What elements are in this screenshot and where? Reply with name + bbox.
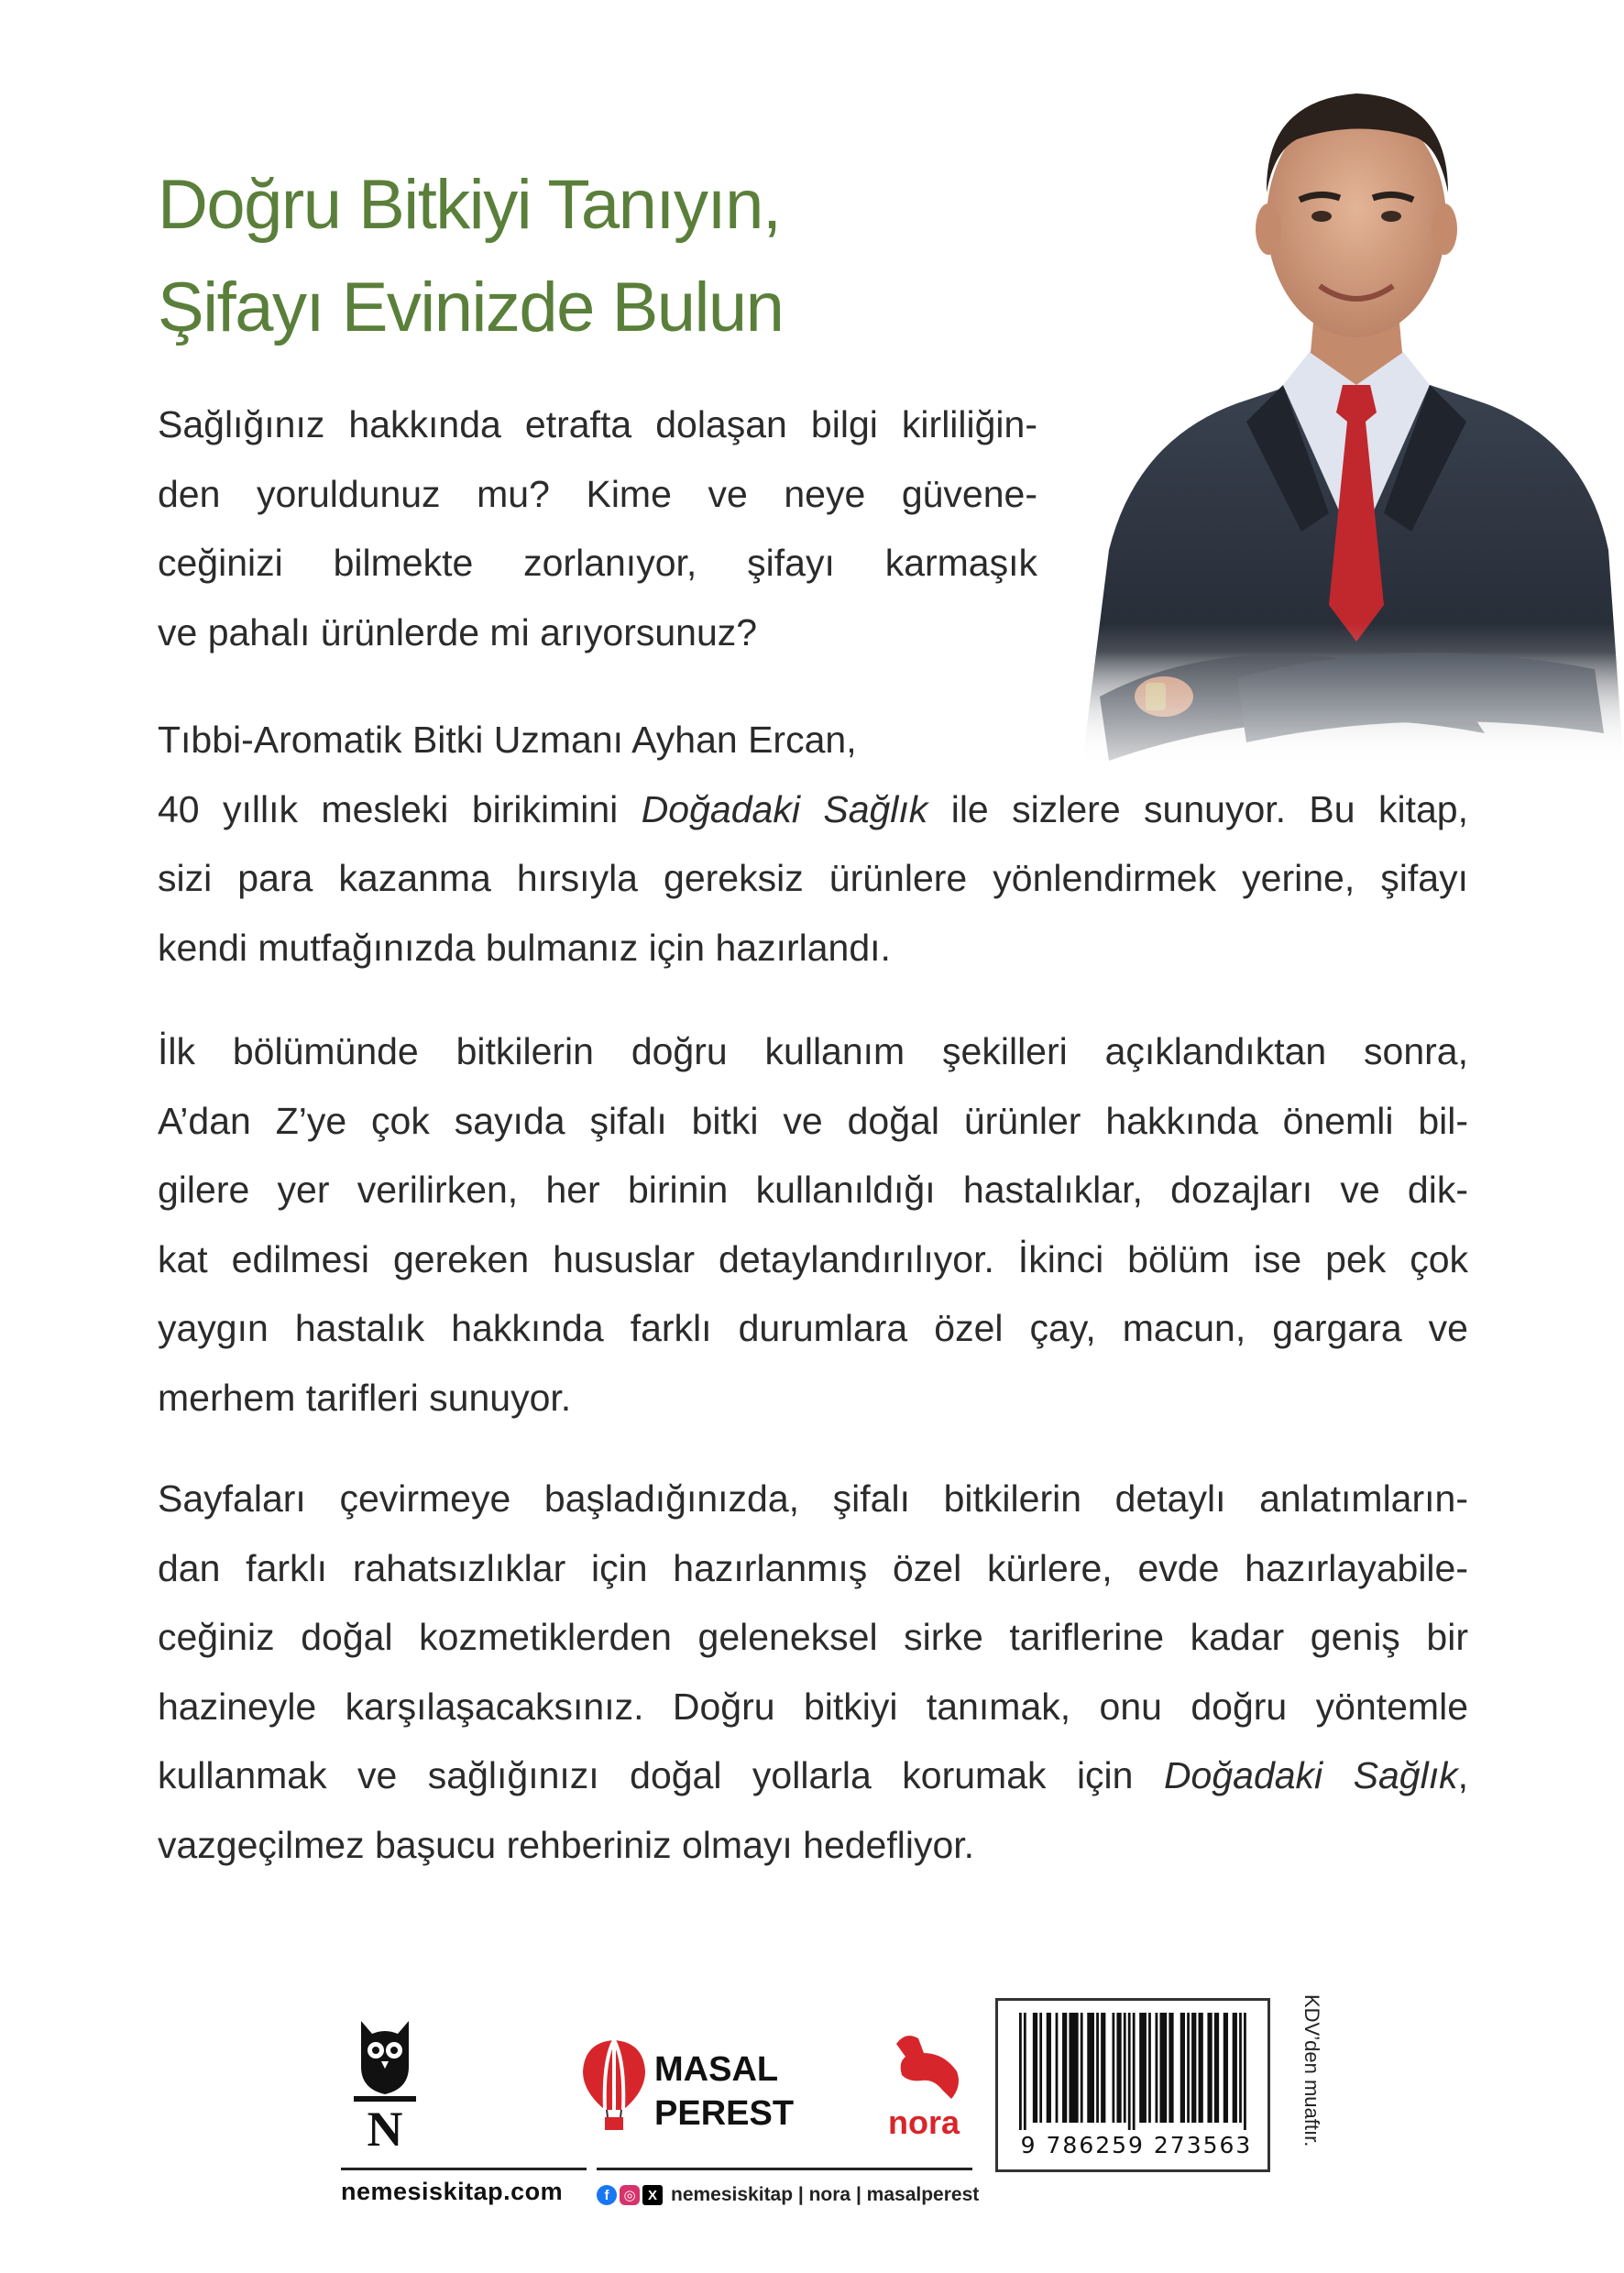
back-cover-headline [158, 154, 982, 359]
headline-line-2: Şifayı Evinizde Bulun [158, 269, 784, 346]
barcode-bar [1033, 2013, 1036, 2123]
text-line [158, 775, 1468, 845]
book-title-italic: Doğadaki Sağlık [641, 787, 928, 830]
text-line: dan farklı rahatsızlıklar için hazırlanmış özel kürlere, evde hazırlayabile- [158, 1546, 1468, 1589]
barcode-bar [1142, 2013, 1145, 2123]
barcode-bar [1096, 2013, 1099, 2123]
text-line: Sayfaları çevirmeye başladığınızda, şifalı bitkilerin detaylı anlatımların- [158, 1477, 1468, 1520]
barcode-bar [1234, 2013, 1237, 2123]
text-line: den yoruldunuz mu? Kime ve neye güvene- [158, 472, 1037, 515]
barcode-bar [1103, 2013, 1106, 2123]
social-handles: nemesiskitap | nora | masalperest [671, 2184, 980, 2205]
social-links [597, 2181, 979, 2209]
text-line: ceğinizi bilmekte zorlanıyor, şifayı karmaşık [158, 542, 1037, 584]
text-line: ceğiniz doğal kozmetiklerden geleneksel sirke tariflerine kadar geniş bir [158, 1616, 1468, 1658]
publisher-website[interactable]: nemesiskitap.com [341, 2178, 564, 2205]
footer-divider-right [597, 2168, 972, 2170]
barcode-bar [1171, 2013, 1174, 2123]
barcode-bar [1081, 2013, 1083, 2123]
barcode-bar [1164, 2013, 1167, 2123]
masalperest-logo [577, 2033, 795, 2143]
x-icon[interactable]: X [642, 2185, 663, 2205]
barcode-bar [1090, 2013, 1092, 2123]
intro-paragraph [158, 390, 1037, 667]
text-segment: kullanmak ve sağlığınızı doğal yollarla korumak için [158, 1754, 1164, 1796]
barcode-bar [1071, 2013, 1074, 2123]
barcode-bar [1187, 2013, 1190, 2123]
greyhound-icon [896, 2036, 959, 2099]
text-line: vazgeçilmez başucu rehberiniz olmayı hedefliyor. [158, 1823, 975, 1866]
barcode-bar [1087, 2013, 1090, 2123]
barcode-bar [1233, 2013, 1235, 2123]
barcode-bar [1128, 2013, 1131, 2130]
barcode-bar [1056, 2013, 1059, 2123]
barcode-bar [1048, 2013, 1051, 2123]
barcode-bar [1069, 2013, 1071, 2123]
nemesis-owl-logo [348, 2012, 422, 2157]
nora-text: nora [887, 2103, 960, 2141]
barcode-bar [1199, 2013, 1202, 2123]
barcode-bar [1092, 2013, 1094, 2123]
barcode-bar [1047, 2013, 1049, 2123]
barcode-bar [1169, 2013, 1171, 2123]
barcode-bar [1156, 2013, 1158, 2123]
masalperest-text-2: PEREST [654, 2094, 795, 2133]
barcode-bar [1159, 2013, 1162, 2123]
barcode-bar [1210, 2013, 1213, 2123]
barcode-bar [1239, 2013, 1242, 2123]
barcode-bar [1162, 2013, 1165, 2123]
footer-divider-left [341, 2168, 587, 2170]
text-line: Sağlığınız hakkında etrafta dolaşan bilgi kirliliğin- [158, 403, 1037, 445]
barcode-bar [1073, 2013, 1076, 2123]
closing-paragraph [158, 1465, 1468, 1880]
barcode-bar [1223, 2013, 1226, 2123]
text-line: Tıbbi-Aromatik Bitki Uzmanı Ayhan Ercan, [158, 719, 857, 761]
text-segment: 40 yıllık mesleki birikimini [158, 787, 642, 830]
barcode-bar [1201, 2013, 1203, 2123]
headline-line-1: Doğru Bitkiyi Tanıyın, [158, 166, 781, 244]
barcode-bar [1076, 2013, 1079, 2123]
barcode-bar [1101, 2013, 1103, 2123]
author-paragraph [158, 706, 1468, 983]
barcode-bar [1112, 2013, 1114, 2123]
tax-exempt-note: KDV’den muaftır. [1300, 1994, 1323, 2147]
barcode-bar [1216, 2013, 1219, 2123]
barcode-bar [1180, 2013, 1183, 2123]
text-line: sizi para kazanma hırsıyla gereksiz ürünlere yönlendirmek yerine, şifayı [158, 857, 1468, 899]
contents-paragraph [158, 1017, 1468, 1433]
barcode-bar [1194, 2013, 1197, 2123]
masalperest-text-1: MASAL [654, 2050, 779, 2089]
nemesis-letter: N [367, 2102, 403, 2157]
barcode-bar [1024, 2013, 1026, 2130]
book-title-italic: Doğadaki Sağlık [1163, 1754, 1458, 1796]
barcode-bar [1019, 2013, 1022, 2130]
barcode-bar [1039, 2013, 1042, 2123]
barcode-bar [1119, 2013, 1122, 2123]
text-line: gilere yer verilirken, her birinin kullanıldığı hastalıklar, dozajları ve dik- [158, 1169, 1468, 1211]
isbn-number: 9 786259 273563 [1020, 2132, 1253, 2158]
barcode-bar [1116, 2013, 1119, 2123]
text-line: kat edilmesi gereken hususlar detaylandırılıyor. İkinci bölüm ise pek çok [158, 1237, 1468, 1280]
isbn-barcode [1019, 2013, 1248, 2130]
text-line [158, 1741, 1468, 1811]
author-portrait [1054, 37, 1624, 797]
text-line: İlk bölümünde bitkilerin doğru kullanım şekilleri açıklandıktan sonra, [158, 1030, 1468, 1072]
barcode-bar [1065, 2013, 1068, 2123]
barcode-bar [1139, 2013, 1142, 2123]
barcode-bar [1191, 2013, 1194, 2123]
text-line: yaygın hastalık hakkında farklı durumlara özel çay, macun, gargara ve [158, 1307, 1468, 1349]
text-segment: ile sizlere sunuyor. Bu kitap, [927, 787, 1468, 830]
text-line: A’dan Z’ye çok sayıda şifalı bitki ve doğal ürünler hakkında önemli bil- [158, 1099, 1468, 1142]
barcode-bar [1124, 2013, 1126, 2123]
barcode-bar [1144, 2013, 1147, 2123]
barcode-bar [1182, 2013, 1185, 2123]
balloon-icon [583, 2040, 645, 2130]
barcode-bar [1207, 2013, 1210, 2123]
text-line: merhem tarifleri sunuyor. [158, 1376, 572, 1419]
nora-logo [878, 2026, 970, 2145]
barcode-bar [1244, 2013, 1246, 2130]
text-line: ve pahalı ürünlerde mi arıyorsunuz? [158, 610, 758, 653]
text-line: hazineyle karşılaşacaksınız. Doğru bitkiyi tanımak, onu doğru yöntemle [158, 1685, 1468, 1728]
text-line: kendi mutfağınızda bulmanız için hazırlandı. [158, 926, 891, 969]
instagram-icon[interactable]: ◎ [620, 2185, 640, 2205]
barcode-bar [1225, 2013, 1228, 2123]
barcode-bar [1148, 2013, 1151, 2123]
text-segment: , [1457, 1754, 1468, 1796]
barcode-bar [1062, 2013, 1065, 2123]
facebook-icon[interactable]: f [597, 2185, 617, 2205]
barcode-bar [1133, 2013, 1136, 2130]
barcode-bar [1214, 2013, 1217, 2123]
barcode-bar [1035, 2013, 1037, 2123]
